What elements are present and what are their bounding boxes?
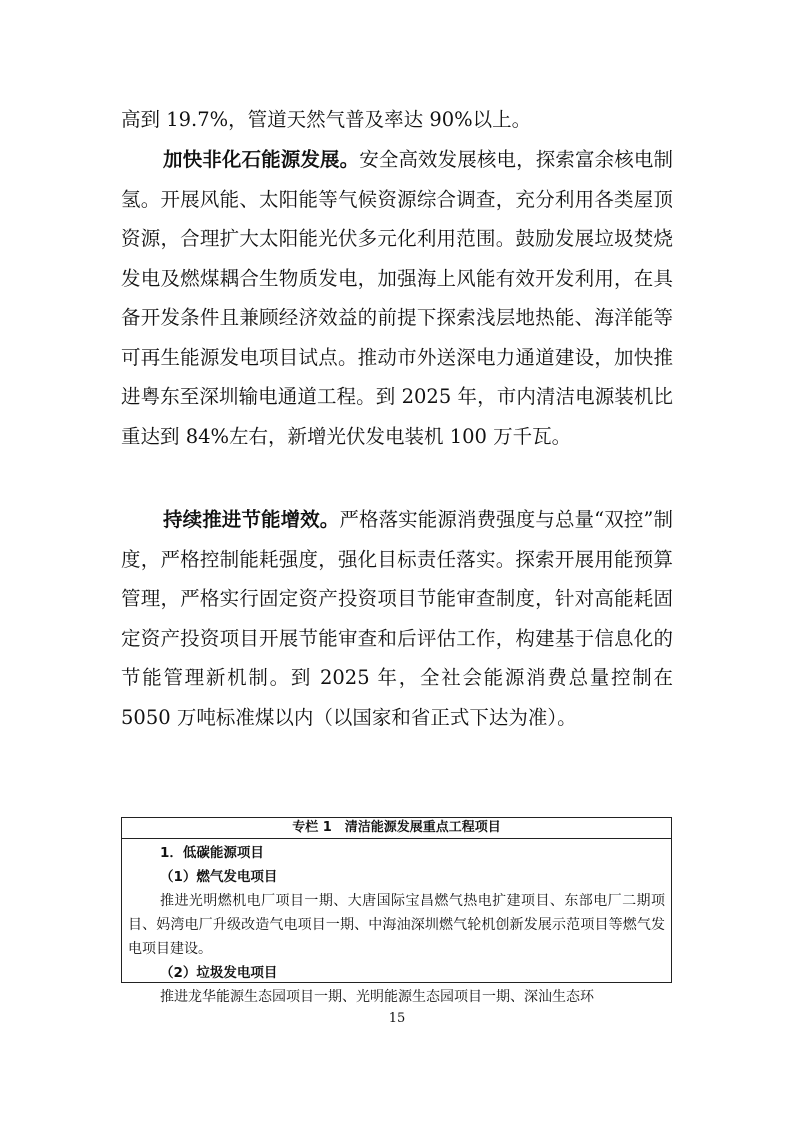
subsection-text: 推进光明燃机电厂项目一期、大唐国际宝昌燃气热电扩建项目、东部电厂二期项目、妈湾电厂升级改造气电项目一期、中海油深圳燃气轮机创新发展示范项目等燃气发电项目建设。 [128, 893, 665, 957]
paragraph-body: 安全高效发展核电，探索富余核电制氢。开展风能、太阳能等气候资源综合调查，充分利用各类屋顶资源，合理扩大太阳能光伏多元化利用范围。鼓励发展垃圾焚烧发电及燃煤耦合生物质发电，加强海上风能有效开发利用，在具备开发条件且兼顾经济效益的前提下探索浅层地热能、海洋能等可再生能源发电项目试点。推动市外送深电力通道建设，加快推进粤东至深圳输电通道工程。到 2025 年，市内清洁电源装机比重达到 84%左右，新增光伏发电装机 100 万千瓦。 [121, 148, 673, 448]
paragraph-energy-saving [121, 500, 673, 737]
feature-box-body [122, 839, 671, 1009]
subsection-heading: （1）燃气发电项目 [160, 869, 278, 885]
page-number: 15 [388, 1011, 406, 1026]
subsection-text: 推进龙华能源生态园项目一期、光明能源生态园项目一期、深汕生态环 [160, 989, 594, 1005]
paragraph-body: 严格落实能源消费强度与总量“双控”制度，严格控制能耗强度，强化目标责任落实。探索开展用能预算管理，严格实行固定资产投资项目节能审查制度，针对高能耗固定资产投资项目开展节能审查和后评估工作，构建基于信息化的节能管理新机制。到 2025 年，全社会能源消费总量控制在 5050 万吨标准煤以内（以国家和省正式下达为准）。 [121, 508, 673, 729]
feature-box-title: 专栏 1 清洁能源发展重点工程项目 [122, 818, 671, 839]
paragraph-continuation: 高到 19.7%，管道天然气普及率达 90%以上。 [121, 108, 532, 131]
feature-box [121, 817, 672, 1005]
subsection-heading: （2）垃圾发电项目 [160, 965, 278, 981]
section-heading: 1．低碳能源项目 [160, 845, 264, 861]
paragraph-heading: 加快非化石能源发展。 [163, 148, 360, 171]
paragraph-heading: 持续推进节能增效。 [163, 508, 340, 531]
paragraph-non-fossil-energy [121, 140, 673, 456]
